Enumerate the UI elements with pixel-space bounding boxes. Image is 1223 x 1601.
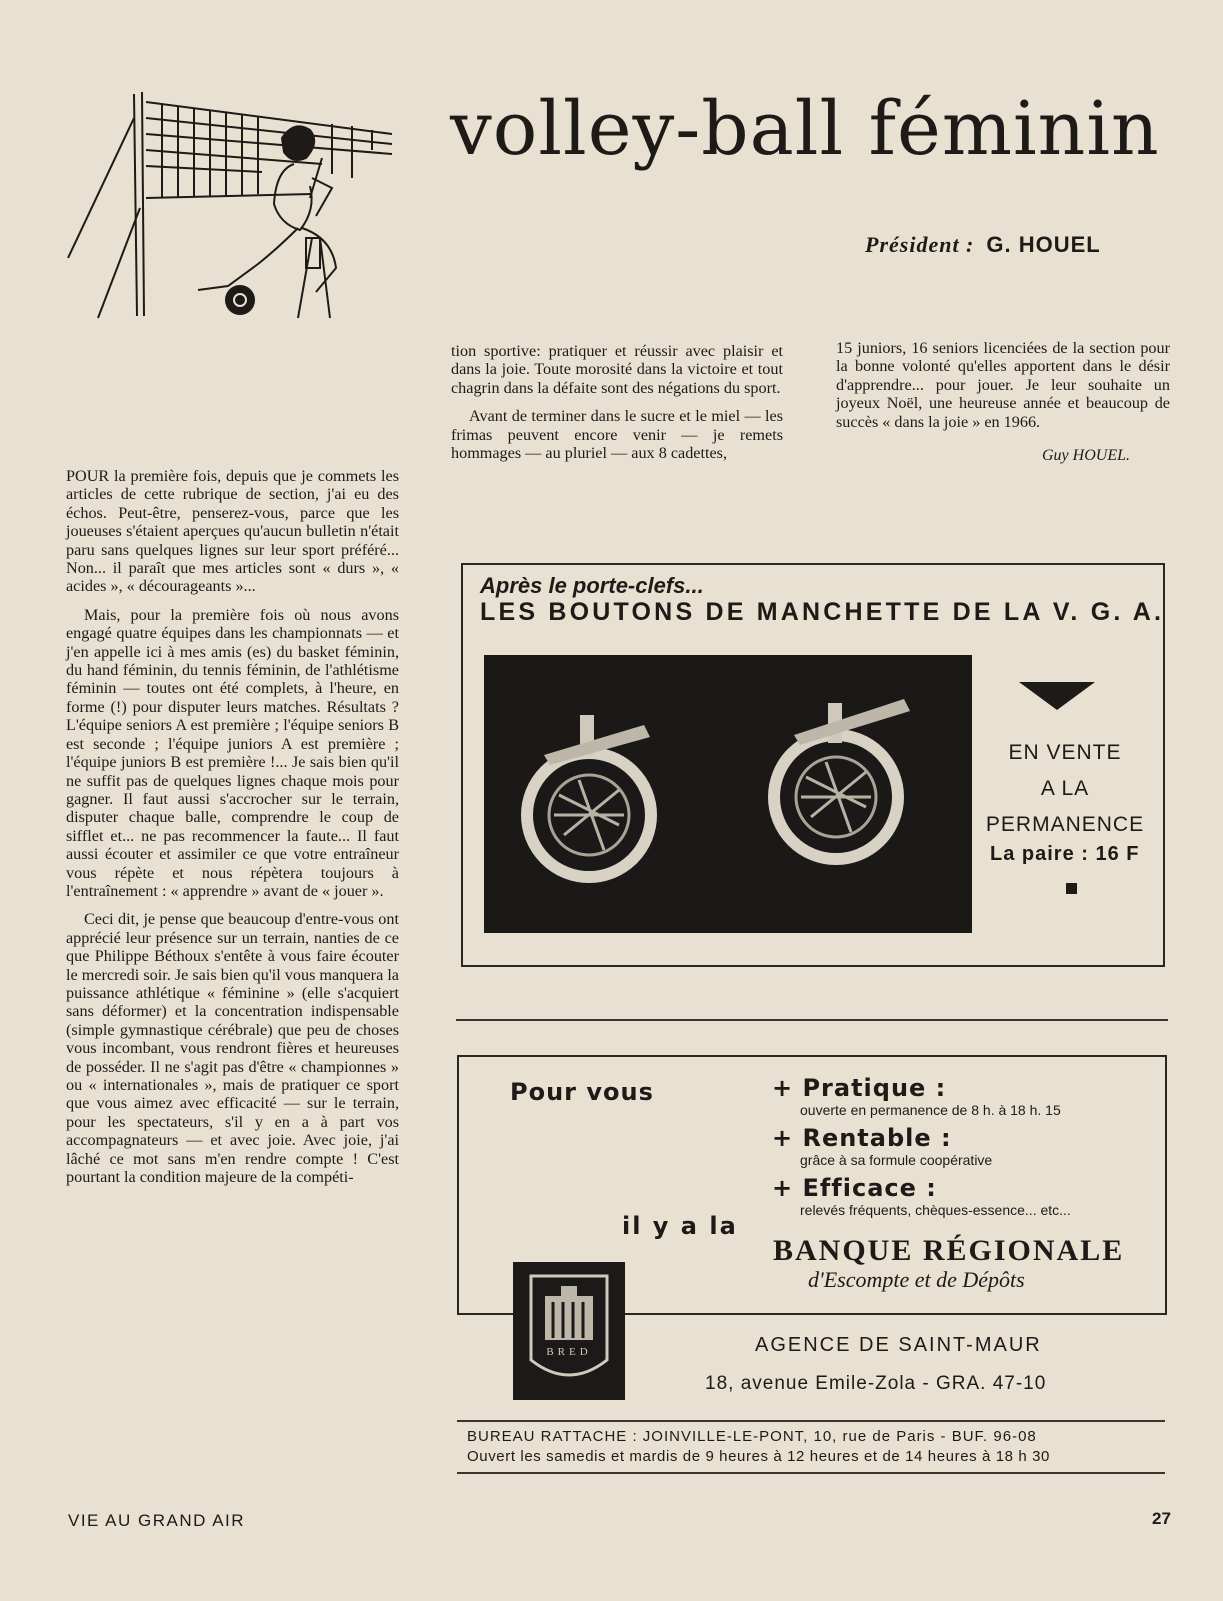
feature-efficace	[772, 1174, 1071, 1218]
signature: Guy HOUEL.	[1042, 447, 1130, 465]
sale-info	[970, 735, 1160, 843]
divider	[456, 1019, 1168, 1021]
volleyball-player-illustration	[62, 88, 402, 328]
sale-line-3: PERMANENCE	[985, 813, 1145, 836]
feature-detail: ouverte en permanence de 8 h. à 18 h. 15	[800, 1102, 1061, 1118]
divider	[457, 1420, 1165, 1422]
paragraph: Ceci dit, je pense que beaucoup d'entre-vous ont apprécié leur présence sur un terrain, nanties de ce que Philippe Béthoux s'entête à vous faire écouter le mercredi soir. Je sais bien qu'il vous manquera la puissance athlétique « féminine » (elle s'acquiert sans déformer) et la concentration indispensable (simple gymnastique cérébrale) que peu de choses vous incombant, vous rendront fières et heureuses de posséder. Il ne s'agit pas d'être « championnes » ou « internationales », mais de pratiquer ce sport que vous aimez avec efficacité — sur le terrain, pour les spectateurs, s'il y en a à part vos accompagnateurs — et avec joie. Avec joie, j'ai lâché ce mot sans m'en rendre compte ! C'est pourtant la condition majeure de la compéti-	[66, 910, 399, 1187]
cufflinks-image	[484, 655, 972, 933]
bank-name: BANQUE RÉGIONALE	[773, 1234, 1125, 1267]
president-label: Président :	[865, 232, 975, 257]
ad-subtitle: Après le porte-clefs...	[480, 573, 704, 598]
paragraph: Mais, pour la première fois où nous avons engagé quatre équipes dans les championnats — et j'en appelle ici à mes amis (es) du basket féminin, du hand féminin, du tennis féminin, de l'athlétisme féminin — toutes ont été complets, à l'heure, en forme (!) pour disputer leurs matches. Résultats ? L'équipe seniors A est première ; l'équipe seniors B est seconde ; l'équipe juniors A est première ; l'équipe juniors B est première !... Je sais bien qu'il ne suffit pas de quelques lignes chaque mois pour gagner. Il faut aussi s'accrocher sur le terrain, disputer chaque balle, comprendre le coup de sifflet et... ne pas recommencer la faute... Il faut aussi écouter et assimiler ce que votre entraîneur vous répète et nous répètera toujours à l'entraînement : « apprendre » avant de « jouer ».	[66, 605, 399, 900]
feature-rentable	[772, 1124, 992, 1168]
ad-headline: LES BOUTONS DE MANCHETTE DE LA V. G. A.	[480, 598, 1165, 626]
cufflinks-photo	[484, 655, 972, 933]
bank-building-icon	[513, 1262, 625, 1400]
feature-title: + Efficace :	[772, 1174, 937, 1202]
sale-line-1: EN VENTE	[1008, 741, 1122, 764]
article-column-2	[451, 342, 783, 472]
feature-title: + Rentable :	[772, 1124, 952, 1152]
page-title: volley-ball féminin	[450, 86, 1160, 172]
square-bullet-icon	[1066, 883, 1077, 894]
feature-pratique	[772, 1074, 1061, 1118]
down-arrow-icon	[1019, 682, 1095, 712]
price: La paire : 16 F	[990, 843, 1140, 865]
bank-subtitle: d'Escompte et de Dépôts	[808, 1267, 1025, 1292]
sale-line-2: A LA	[1040, 777, 1090, 800]
divider	[457, 1472, 1165, 1474]
bureau-line: BUREAU RATTACHE : JOINVILLE-LE-PONT, 10, rue de Paris - BUF. 96-08	[467, 1428, 1037, 1445]
article-column-1	[66, 467, 399, 1196]
magazine-name: VIE AU GRAND AIR	[68, 1511, 246, 1530]
president-line	[865, 232, 1101, 258]
page-number: 27	[1152, 1509, 1171, 1528]
hours-line: Ouvert les samedis et mardis de 9 heures à 12 heures et de 14 heures à 18 h 30	[467, 1448, 1050, 1465]
bred-logo	[513, 1262, 625, 1400]
pour-vous: Pour vous	[510, 1078, 654, 1106]
il-y-a-la: il y a la	[622, 1212, 738, 1240]
address: 18, avenue Emile-Zola - GRA. 47-10	[705, 1373, 1047, 1394]
agence: AGENCE DE SAINT-MAUR	[755, 1334, 1042, 1356]
article-column-3	[836, 339, 1170, 465]
logo-text: BRED	[546, 1346, 592, 1358]
paragraph: 15 juniors, 16 seniors licenciées de la section pour la bonne volonté qu'elles apportent dans le désir d'apprendre... pour jouer. Je leur souhaite un joyeux Noël, une heureuse année et beaucoup de succès « dans la joie » en 1966.	[836, 339, 1170, 431]
paragraph: POUR la première fois, depuis que je commets les articles de cette rubrique de section, j'ai eu des échos. Peut-être, penserez-vous, parce que les joueuses s'étaient aperçues qu'aucun bulletin n'était paru sans quelques lignes sur leur sport préféré... Non... il paraît que mes articles sont « durs », « acides », « décourageants »...	[66, 467, 399, 596]
president-name: G. HOUEL	[986, 232, 1101, 257]
paragraph: tion sportive: pratiquer et réussir avec plaisir et dans la joie. Toute morosité dans la victoire et tout chagrin dans la défaite sont des négations du sport.	[451, 342, 783, 397]
feature-detail: grâce à sa formule coopérative	[800, 1152, 993, 1168]
paragraph: Avant de terminer dans le sucre et le miel — les frimas peuvent encore venir — je remets hommages — au pluriel — aux 8 cadettes,	[451, 407, 783, 463]
feature-detail: relevés fréquents, chèques-essence... etc...	[800, 1202, 1071, 1218]
feature-title: + Pratique :	[772, 1074, 947, 1102]
